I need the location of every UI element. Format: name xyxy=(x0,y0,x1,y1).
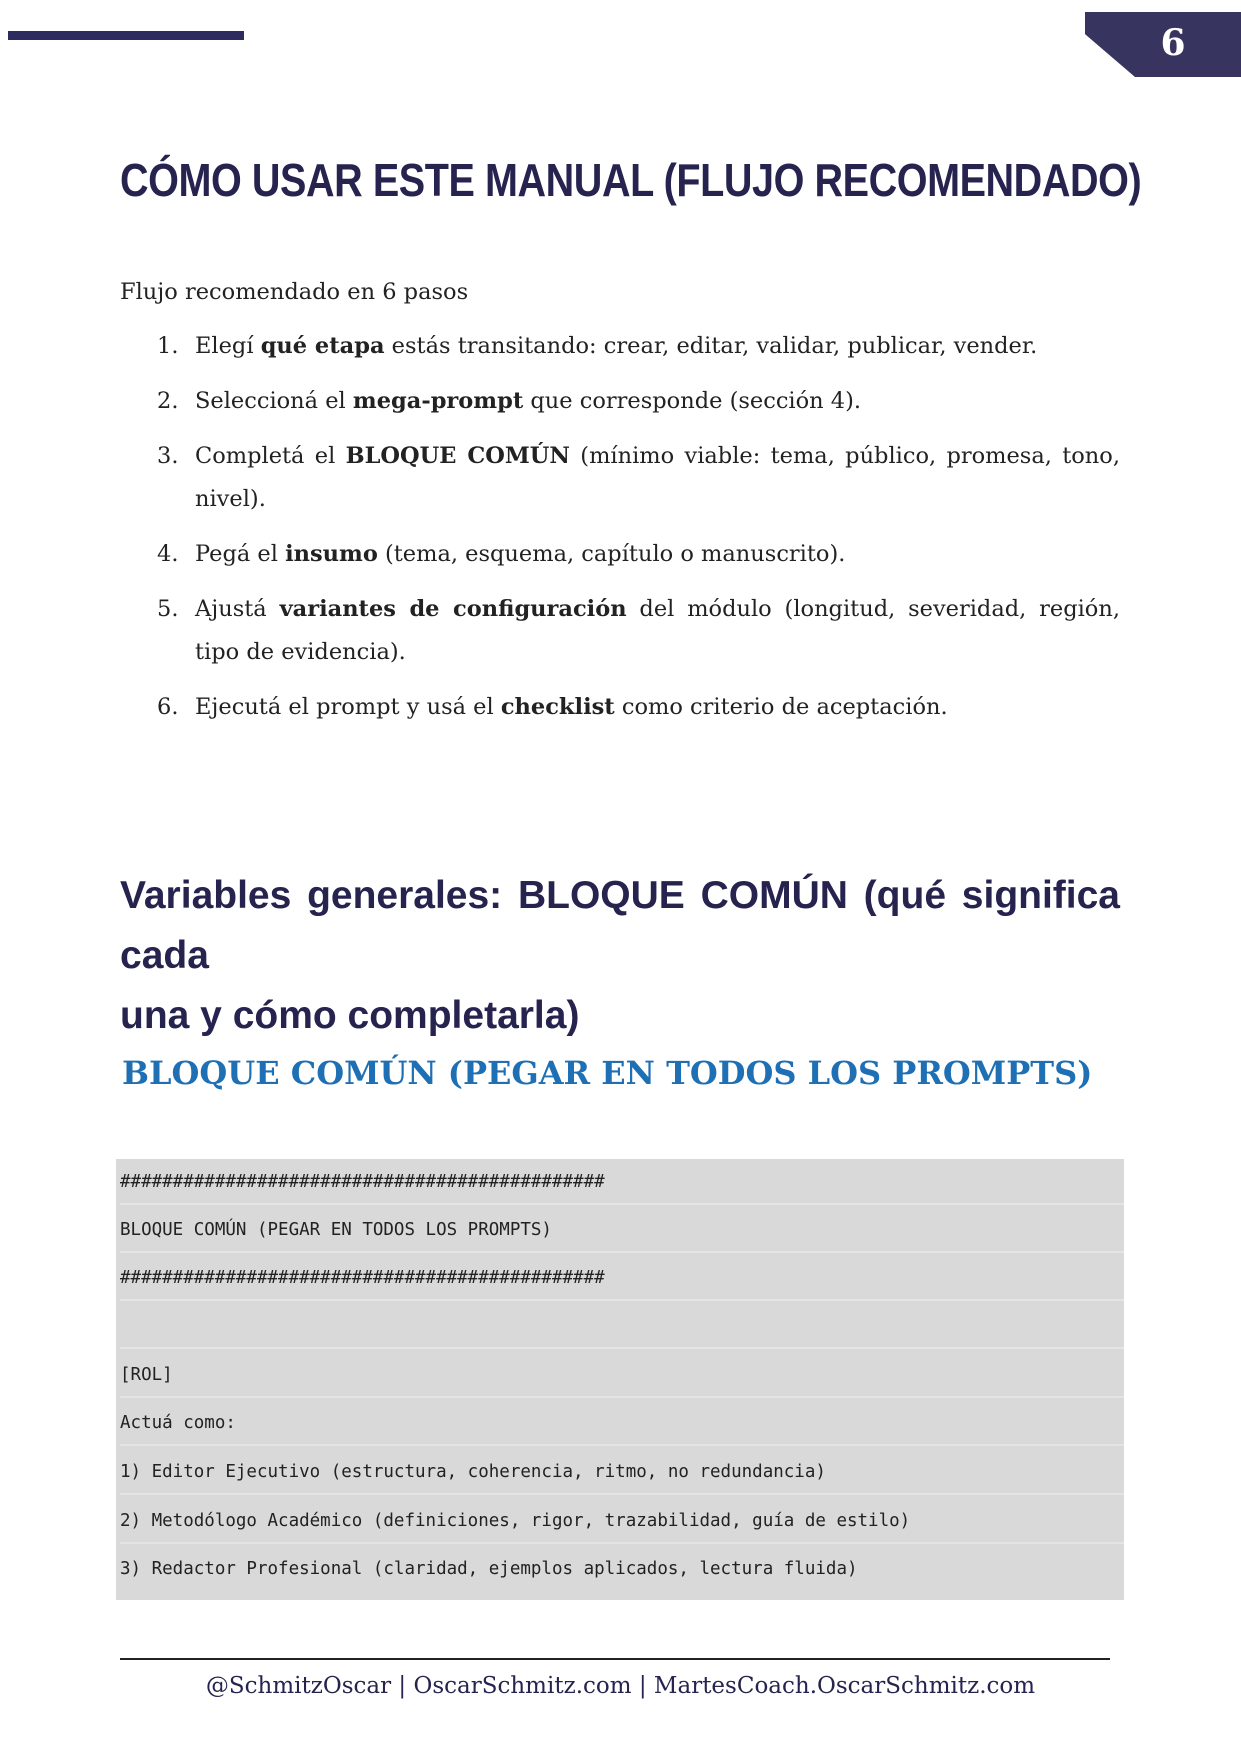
footer-rule xyxy=(120,1658,1110,1660)
footer-links: @SchmitzOscar | OscarSchmitz.com | MartesCoach.OscarSchmitz.com xyxy=(205,1673,1036,1699)
subsection-title-line1: Variables generales: BLOQUE COMÚN (qué significa cada xyxy=(120,874,1120,977)
code-line: Actuá como: xyxy=(120,1400,1124,1446)
step-number: 2. xyxy=(157,388,179,414)
step-item xyxy=(120,533,1120,576)
code-line: ############################################## xyxy=(120,1255,1124,1301)
step-text: Seleccioná el xyxy=(195,388,353,414)
step-text: Completá el xyxy=(195,443,346,469)
step-number: 3. xyxy=(157,443,179,469)
code-line: 2) Metodólogo Académico (definiciones, rigor, trazabilidad, guía de estilo) xyxy=(120,1498,1124,1544)
step-text: estás transitando: crear, editar, validar, publicar, vender. xyxy=(384,333,1038,359)
code-line: BLOQUE COMÚN (PEGAR EN TODOS LOS PROMPTS) xyxy=(120,1207,1124,1253)
step-emphasis: checklist xyxy=(500,694,615,720)
step-item xyxy=(120,380,1120,423)
header-rule xyxy=(8,31,244,40)
section-title: CÓMO USAR ESTE MANUAL (FLUJO RECOMENDADO) xyxy=(120,154,1142,206)
subsection-title-line2: una y cómo completarla) xyxy=(120,994,580,1037)
page-number: 6 xyxy=(1160,21,1186,64)
step-text: del módulo (longitud, severidad, región, tipo de evidencia). xyxy=(195,596,1120,665)
step-number: 1. xyxy=(157,333,179,359)
step-text: Ejecutá el prompt y usá el xyxy=(195,694,501,720)
step-item xyxy=(120,325,1120,368)
step-text: (mínimo viable: tema, público, promesa, tono, nivel). xyxy=(195,443,1120,512)
step-emphasis: qué etapa xyxy=(260,333,385,359)
step-number: 6. xyxy=(157,694,179,720)
code-line: 1) Editor Ejecutivo (estructura, coherencia, ritmo, no redundancia) xyxy=(120,1449,1124,1495)
code-line xyxy=(120,1303,1124,1349)
code-line: [ROL] xyxy=(120,1352,1124,1398)
steps-list xyxy=(120,325,1120,741)
step-item xyxy=(120,435,1120,521)
step-emphasis: mega-prompt xyxy=(352,388,524,414)
step-number: 5. xyxy=(157,596,179,622)
code-block xyxy=(116,1159,1124,1600)
subsection-title xyxy=(120,866,1120,1046)
step-text: Elegí xyxy=(195,333,261,359)
step-emphasis: BLOQUE COMÚN xyxy=(345,443,570,469)
step-number: 4. xyxy=(157,541,179,567)
step-text: como criterio de aceptación. xyxy=(614,694,948,720)
code-line: 3) Redactor Profesional (claridad, ejemplos aplicados, lectura fluida) xyxy=(120,1559,858,1579)
step-text: Ajustá xyxy=(195,596,280,622)
step-emphasis: variantes de configuración xyxy=(279,596,627,622)
block-title: BLOQUE COMÚN (PEGAR EN TODOS LOS PROMPTS) xyxy=(122,1054,1093,1092)
step-text: (tema, esquema, capítulo o manuscrito). xyxy=(377,541,846,567)
step-text: Pegá el xyxy=(195,541,286,567)
step-emphasis: insumo xyxy=(285,541,378,567)
step-item xyxy=(120,588,1120,674)
intro-text: Flujo recomendado en 6 pasos xyxy=(120,279,469,305)
step-text: que corresponde (sección 4). xyxy=(523,388,862,414)
code-line: ############################################## xyxy=(120,1159,1124,1205)
step-item xyxy=(120,686,1120,729)
